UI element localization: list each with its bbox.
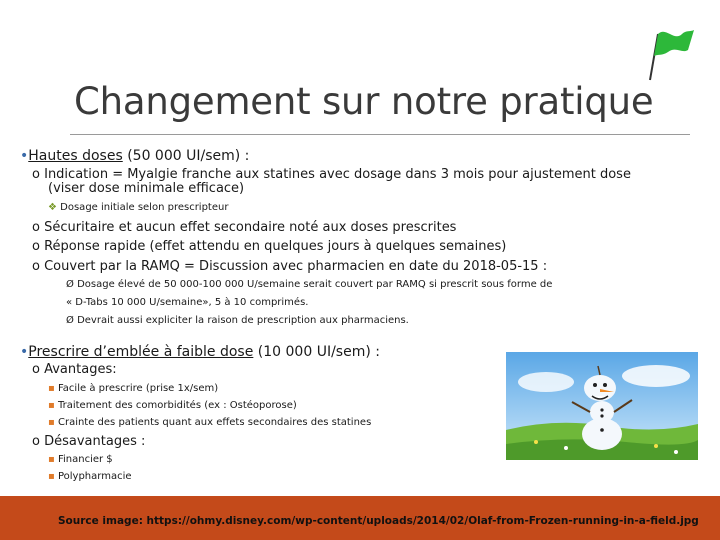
section2-heading-line (20, 344, 380, 360)
item-text: Facile à prescrire (prise 1x/sem) (57, 383, 219, 394)
item-text: Indication = Myalgie franche aux statines avec dosage dans 3 mois pour ajustement dose (44, 167, 631, 182)
circle-bullet: o (32, 239, 40, 254)
item-text: Dosage initiale selon prescripteur (60, 202, 229, 213)
item-text: « D-Tabs 10 000 U/semaine», 5 à 10 comprimés. (66, 297, 309, 308)
list-item (66, 279, 552, 290)
square-bullet-icon: ▪ (48, 383, 55, 394)
list-item (32, 434, 145, 449)
bullet: • (20, 344, 29, 360)
square-bullet-icon: ▪ (48, 400, 55, 411)
item-text: Sécuritaire et aucun effet secondaire noté aux doses prescrites (44, 220, 457, 235)
section2-heading: Prescrire d’emblée à faible dose (28, 344, 254, 360)
section1-heading-line (20, 148, 249, 164)
list-item (32, 239, 506, 254)
list-item (32, 259, 547, 274)
circle-bullet: o (32, 362, 40, 377)
item-text: Devrait aussi expliciter la raison de prescription aux pharmaciens. (77, 315, 409, 326)
list-item (48, 400, 297, 411)
list-item (48, 181, 244, 196)
square-bullet-icon: ▪ (48, 417, 55, 428)
item-text: Crainte des patients quant aux effets secondaires des statines (57, 417, 372, 428)
title-divider (70, 134, 690, 135)
item-text: Financier $ (57, 454, 113, 465)
slide-title: Changement sur notre pratique (74, 80, 654, 123)
list-item (66, 315, 409, 326)
item-text: Avantages: (44, 362, 117, 377)
section1-heading: Hautes doses (28, 148, 123, 164)
section1-heading-rest: (50 000 UI/sem) : (122, 148, 250, 164)
green-flag-icon (646, 20, 696, 82)
item-text: Traitement des comorbidités (ex : Ostéoporose) (57, 400, 297, 411)
item-text: (viser dose minimale efficace) (48, 181, 245, 196)
arrow-bullet-icon: Ø (66, 315, 74, 326)
circle-bullet: o (32, 220, 40, 235)
section2-heading-rest: (10 000 UI/sem) : (253, 344, 380, 360)
item-text: Désavantages : (44, 434, 146, 449)
item-text: Réponse rapide (effet attendu en quelques jours à quelques semaines) (44, 239, 507, 254)
list-item (48, 383, 218, 394)
list-item (66, 297, 308, 308)
list-item (32, 167, 631, 182)
circle-bullet: o (32, 259, 40, 274)
list-item (48, 417, 371, 428)
image-source-caption: Source image: https://ohmy.disney.com/wp-content/uploads/2014/02/Olaf-from-Frozen-running-in-a-field.jpg (58, 515, 699, 527)
circle-bullet: o (32, 434, 40, 449)
diamond-bullet-icon: ❖ (48, 202, 57, 213)
item-text: Polypharmacie (57, 471, 132, 482)
circle-bullet: o (32, 167, 40, 182)
list-item (48, 202, 228, 213)
list-item (48, 454, 113, 465)
list-item (32, 362, 117, 377)
square-bullet-icon: ▪ (48, 471, 55, 482)
list-item (32, 220, 456, 235)
olaf-in-field-image (506, 352, 698, 460)
square-bullet-icon: ▪ (48, 454, 55, 465)
bullet: • (20, 148, 29, 164)
item-text: Couvert par la RAMQ = Discussion avec pharmacien en date du 2018-05-15 : (44, 259, 548, 274)
item-text: Dosage élevé de 50 000-100 000 U/semaine serait couvert par RAMQ si prescrit sous forme de (77, 279, 553, 290)
list-item (48, 471, 132, 482)
arrow-bullet-icon: Ø (66, 279, 74, 290)
